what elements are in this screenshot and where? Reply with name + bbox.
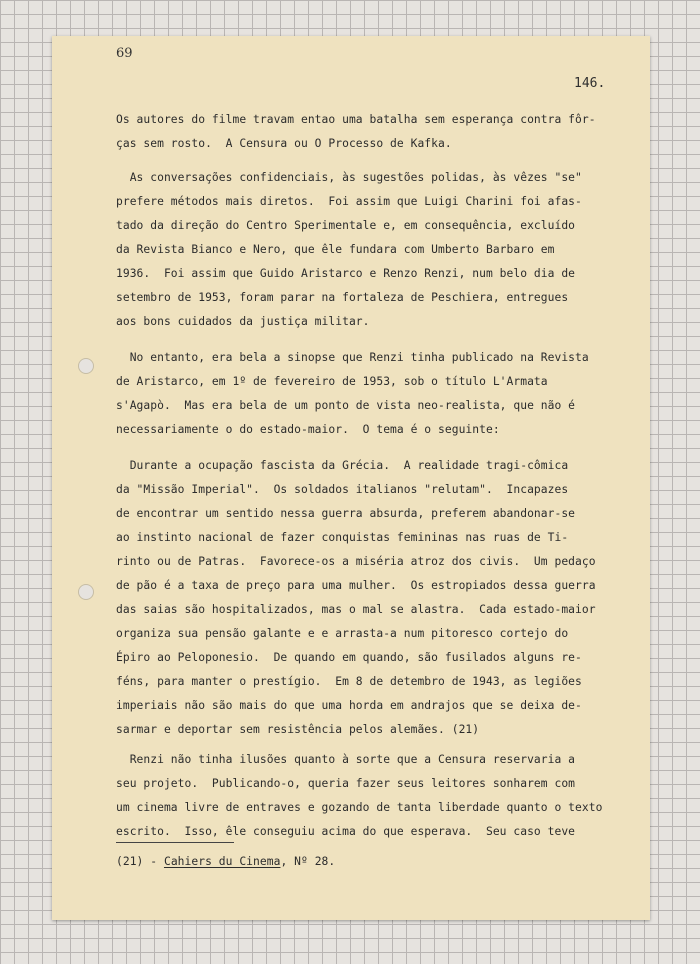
- text-line: imperiais não são mais do que uma horda em andrajos que se deixa de-: [116, 699, 582, 712]
- footnote-divider: [116, 842, 234, 843]
- paragraph-4: [116, 454, 596, 742]
- text-line: seu projeto. Publicando-o, queria fazer seus leitores sonharem com: [116, 777, 576, 790]
- text-line: Renzi não tinha ilusões quanto à sorte que a Censura reservaria a: [116, 753, 576, 766]
- text-line: 1936. Foi assim que Guido Aristarco e Renzo Renzi, num belo dia de: [116, 267, 576, 280]
- text-line: ao instinto nacional de fazer conquistas femininas nas ruas de Ti-: [116, 531, 569, 544]
- text-line: Épiro ao Peloponesio. De quando em quando, são fusilados alguns re-: [116, 651, 582, 664]
- footnote-prefix: (21) -: [116, 855, 164, 868]
- text-line: das saias são hospitalizados, mas o mal se alastra. Cada estado-maior: [116, 603, 596, 616]
- paragraph-2: [116, 166, 582, 334]
- text-line: necessariamente o do estado-maior. O tema é o seguinte:: [116, 423, 500, 436]
- text-line: tado da direção do Centro Sperimentale e, em consequência, excluído: [116, 219, 576, 232]
- text-line: um cinema livre de entraves e gozando de tanta liberdade quanto o texto: [116, 801, 603, 814]
- footnote-suffix: , Nº 28.: [280, 855, 336, 868]
- text-line: aos bons cuidados da justiça militar.: [116, 315, 370, 328]
- text-line: de Aristarco, em 1º de fevereiro de 1953, sob o título L'Armata: [116, 375, 548, 388]
- text-line: As conversações confidenciais, às sugestões polidas, às vêzes "se": [116, 171, 582, 184]
- text-line: da "Missão Imperial". Os soldados italianos "relutam". Incapazes: [116, 483, 569, 496]
- text-line: sarmar e deportar sem resistência pelos alemães. (21): [116, 723, 480, 736]
- footnote-source: Cahiers du Cinema: [163, 855, 281, 868]
- handwritten-page-number: 69: [116, 46, 133, 61]
- text-line: setembro de 1953, foram parar na fortaleza de Peschiera, entregues: [116, 291, 569, 304]
- punch-hole: [78, 584, 94, 600]
- text-line: da Revista Bianco e Nero, que êle fundara com Umberto Barbaro em: [116, 243, 555, 256]
- text-line: féns, para manter o prestígio. Em 8 de detembro de 1943, as legiões: [116, 675, 582, 688]
- text-line: Durante a ocupação fascista da Grécia. A realidade tragi-cômica: [116, 459, 569, 472]
- text-line: de encontrar um sentido nessa guerra absurda, preferem abandonar-se: [116, 507, 576, 520]
- text-line: s'Agapò. Mas era bela de um ponto de vista neo-realista, que não é: [116, 399, 576, 412]
- paragraph-1: [116, 108, 596, 156]
- footnote: [116, 850, 335, 874]
- paragraph-5: [116, 748, 602, 844]
- text-line: ças sem rosto. A Censura ou O Processo de Kafka.: [116, 137, 452, 150]
- text-line: rinto ou de Patras. Favorece-os a miséria atroz dos civis. Um pedaço: [116, 555, 596, 568]
- typed-page-number: 146.: [574, 76, 606, 91]
- text-line: organiza sua pensão galante e e arrasta-a num pitoresco cortejo do: [116, 627, 569, 640]
- punch-hole: [78, 358, 94, 374]
- typewritten-page: [52, 36, 650, 920]
- text-line: escrito. Isso, êle conseguiu acima do que esperava. Seu caso teve: [116, 825, 576, 838]
- text-line: No entanto, era bela a sinopse que Renzi tinha publicado na Revista: [116, 351, 589, 364]
- text-line: prefere métodos mais diretos. Foi assim que Luigi Charini foi afas-: [116, 195, 582, 208]
- paragraph-3: [116, 346, 589, 442]
- text-line: Os autores do filme travam entao uma batalha sem esperança contra fôr-: [116, 113, 596, 126]
- text-line: de pão é a taxa de preço para uma mulher. Os estropiados dessa guerra: [116, 579, 596, 592]
